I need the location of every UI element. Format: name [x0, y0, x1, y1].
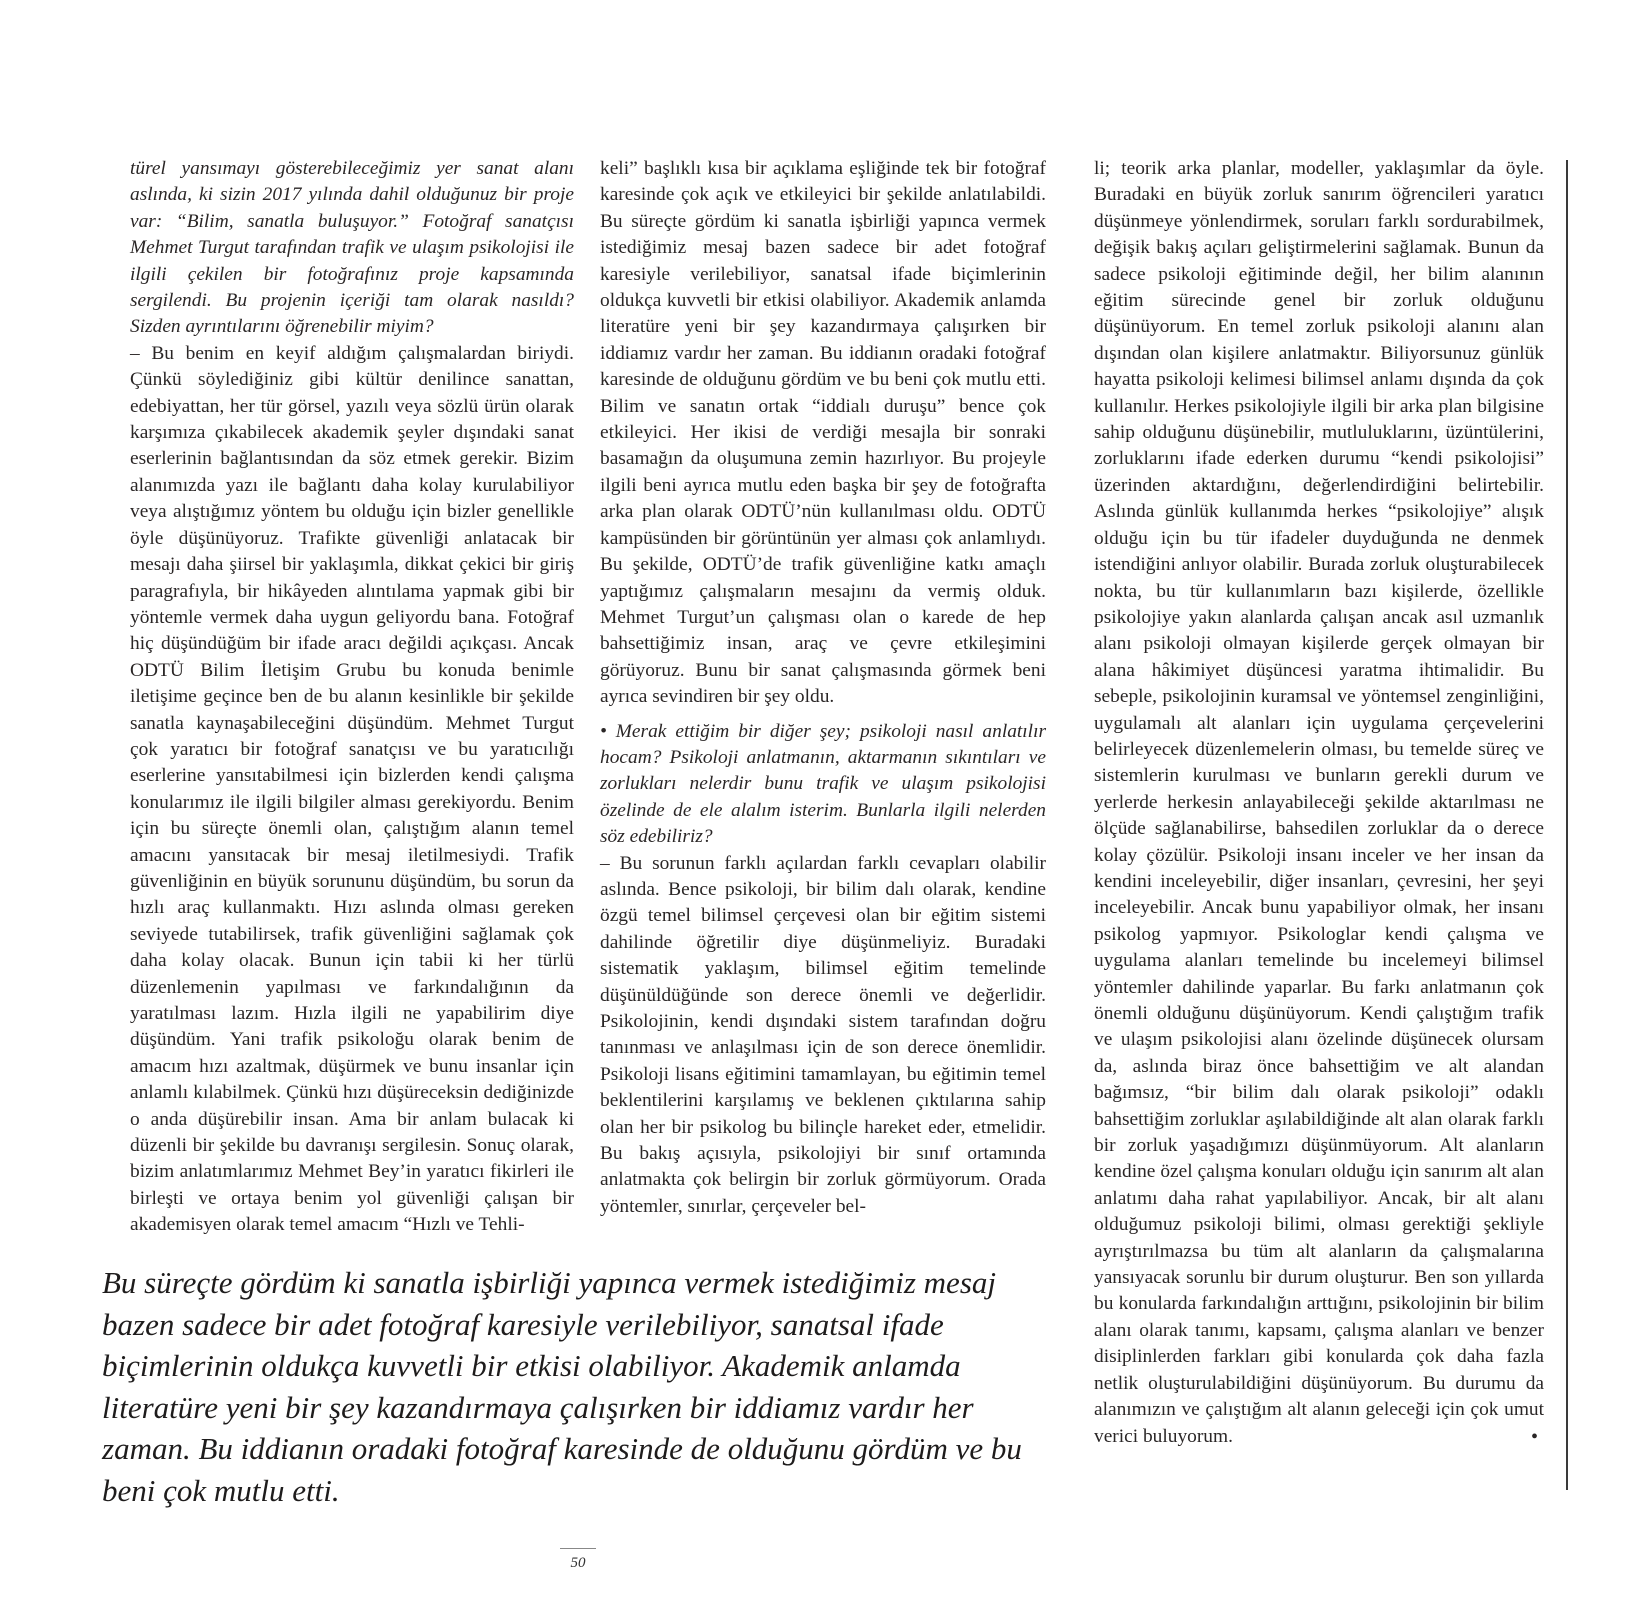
- interview-question: • Merak ettiğim bir diğer şey; psikoloji nasıl anlatılır hocam? Psikoloji anlatmanın, aktarmanın sıkıntıları ve zorlukları nelerdir bunu trafik ve ulaşım psikolojisi özelinde de ele alalım isterim. Bunlarla ilgili nelerden söz edebiliriz?: [600, 720, 1046, 848]
- answer-continuation: keli” başlıklı kısa bir açıklama eşliğinde tek bir fotoğraf karesinde çok açık ve etkileyici bir şekilde anlatılabildi. Bu süreçte gördüm ki sanatla işbirliği yapınca vermek istediğimiz mesaj bazen sadece bir adet fotoğraf karesiyle verilebiliyor, sanatsal ifade biçimlerinin oldukça kuvvetli bir etkisi olabiliyor. Akademik anlamda literatüre yeni bir şey kazandırmaya çalışırken bir iddiamız vardır her zaman. Bu iddianın oradaki fotoğraf karesinde de olduğunu gördüm ve bu beni çok mutlu etti. Bilim ve sanatın ortak “iddialı duruşu” bence çok etkileyici. Her ikisi de verdiği mesajla bir sonraki basamağın da oluşumuna zemin hazırlıyor. Bu projeyle ilgili beni ayrıca mutlu eden başka bir şey de fotoğrafta arka plan olarak ODTÜ’nün kullanılması oldu. ODTÜ kampüsünden bir görüntünün yer alması çok anlamlıydı. Bu şekilde, ODTÜ’de trafik güvenliğine katkı amaçlı yaptığımız çalışmaların mesajını da vermiş olduk. Mehmet Turgut’un çalışması olan o karede de hep bahsettiğimiz insan, araç ve çevre etkileşimini görüyoruz. Bunu bir sanat çalışmasında görmek beni ayrıca sevindiren bir şey oldu.: [600, 158, 1046, 708]
- column-rule: [1566, 160, 1568, 1490]
- page-number-rule: [560, 1548, 596, 1549]
- interview-question: türel yansımayı gösterebileceğimiz yer sanat alanı aslında, ki sizin 2017 yılında dahil olduğunuz bir proje var: “Bilim, sanatla buluşuyor.” Fotoğraf sanatçısı Mehmet Turgut tarafından trafik ve ulaşım psikolojisi ile ilgili çekilen bir fotoğrafınız proje kapsamında sergilendi. Bu projenin içeriği tam olarak nasıldı? Sizden ayrıntılarını öğrenebilir miyim?: [130, 158, 574, 338]
- text-column-1: [130, 156, 574, 1239]
- answer-continuation: [1094, 156, 1544, 1450]
- end-mark: •: [1530, 1425, 1538, 1448]
- text-column-2: [600, 156, 1046, 1220]
- text-column-3: [1094, 156, 1544, 1450]
- pull-quote-text: Bu süreçte gördüm ki sanatla işbirliği yapınca vermek istediğimiz mesaj bazen sadece bir adet fotoğraf karesiyle verilebiliyor, sanatsal ifade biçimlerinin oldukça kuvvetli bir etkisi olabiliyor. Akademik anlamda literatüre yeni bir şey kazandırmaya çalışırken bir iddiamız vardır her zaman. Bu iddianın oradaki fotoğraf karesinde de olduğunu gördüm ve bu beni çok mutlu etti.: [102, 1265, 1022, 1508]
- interview-answer: – Bu benim en keyif aldığım çalışmalardan biriydi. Çünkü söylediğiniz gibi kültür denilince sanattan, edebiyattan, her tür görsel, yazılı veya sözlü ürün olarak karşımıza çıkabilecek akademik şeyler dışındaki sanat eserlerinin bağlantısından da söz etmek gerekir. Bizim alanımızda yazı ile bağlantı daha kolay kurulabiliyor veya alıştığımız yöntem bu olduğu için bizler genellikle öyle düşünüyoruz. Trafikte güvenliği anlatacak bir mesajı daha şiirsel bir yaklaşımla, dikkat çekici bir giriş paragrafıyla, bir hikâyeden alıntılama yapmak gibi bir yöntemle vermek daha uygun geliyordu bana. Fotoğraf hiç düşündüğüm bir ifade aracı değildi açıkçası. Ancak ODTÜ Bilim İletişim Grubu bu konuda benimle iletişime geçince ben de bu alanın kesinlikle bir şekilde sanatla kaynaşabileceğini düşündüm. Mehmet Turgut çok yaratıcı bir fotoğraf sanatçısı ve bu yaratıcılığı eserlerine yansıtabilmesi için bizlerden kendi çalışma konularımız ile ilgili bilgiler alması gerekiyordu. Benim için bu süreçte önemli olan, çalıştığım alanın temel amacını yansıtacak bir mesaj iletilmesiydi. Trafik güvenliğinin en büyük sorununu düşündüm, bu sorun da hızlı araç kullanmaktı. Hızı aslında olması gereken seviyede tutabilirsek, trafik güvenliğini sağlamak çok daha kolay olacak. Bunun için tabii ki her türlü düzenlemenin yapılması ve farkındalığının da yaratılması lazım. Hızla ilgili ne yapabilirim diye düşündüm. Yani trafik psikoloğu olarak benim de amacım hızı azaltmak, düşürmek ve bunu insanlar için anlamlı kılabilmek. Çünkü hızı düşüreceksin dediğinizde o anda düşürebilir insan. Ama bir anlam bulacak ki düzenli bir şekilde bu davranışı sergilesin. Sonuç olarak, bizim anlatımlarımız Mehmet Bey’in yaratıcı fikirleri ile birleşti ve ortaya benim yol güvenliği çalışan bir akademisyen olarak temel amacım “Hızlı ve Tehli-: [130, 342, 574, 1236]
- answer-text: li; teorik arka planlar, modeller, yaklaşımlar da öyle. Buradaki en büyük zorluk sanırım öğrencileri yaratıcı düşünmeye yönlendirmek, soruları farklı sordurabilmek, değişik bakış açıları geliştirmelerini sağlamak. Bunun da sadece psikoloji eğitiminde değil, her bilim alanının eğitim sürecinde genel bir zorluk olduğunu düşünüyorum. En temel zorluk psikoloji alanını alan dışından olan kişilere anlatmaktır. Biliyorsunuz günlük hayatta psikoloji kelimesi bilimsel anlamı dışında da çok kullanılır. Herkes psikolojiyle ilgili bir arka plan bilgisine sahip olduğunu düşünebilir, mutluluklarını, üzüntülerini, zorluklarını ifade ederken durumu “kendi psikolojisi” üzerinden aktardığını, değerlendirdiğini belirtebilir. Aslında günlük kullanımda herkes “psikolojiye” alışık olduğu için bu tür ifadeler duyduğunda ne denmek istendiğini anlıyor olabilir. Burada zorluk oluşturabilecek nokta, bu tür kullanımların bazı kişilerde, özellikle psikolojiye yakın alanlarda çalışan ancak asıl uzmanlık alanı psikoloji olmayan kişilerde gerçek olmayan bir alana hâkimiyet düşüncesi yaratma ihtimalidir. Bu sebeple, psikolojinin kuramsal ve yöntemsel zenginliğini, uygulamalı alt alanları için uygulama çerçevelerini belirleyecek düzenlemelerin olması, bu temelde süreç ve sistemlerin kurulması ve bunların gerekli durum ve yerlerde herkesin anlayabileceği şekilde aktarılması ne ölçüde sağlanabilirse, bahsedilen zorluklar da o derece kolay çözülür. Psikoloji insanı inceler ve her insan da kendini inceleyebilir, diğer insanları, çevresini, her şeyi inceleyebilir. Ancak bunu yapabiliyor olmak, her insanı psikolog yapmıyor. Psikologlar kendi çalışma ve uygulama alanları temelinde bu incelemeyi bilimsel yöntemler dahilinde yaparlar. Bu farkı anlatmanın çok önemli olduğunu düşünüyorum. Kendi çalıştığım trafik ve ulaşım psikolojisi alanı özelinde düşünecek olursam da, aslında biraz önce bahsettiğim ve alt alandan bağımsız, “bir bilim dalı olarak psikoloji” odaklı bahsettiğim zorluklar aşılabildiğinde alt alan olarak farklı bir zorluk yaşadığımızı düşünmüyorum. Alt alanların kendine özel çalışma konuları olduğu için sanırım alt alan anlatımı daha rahat yapılabiliyor. Ancak, bir alt alanı olduğumuz psikoloji bilimi, olması gerektiği şekliyle ayrıştırılmazsa bu tüm alt alanların da çalışmalarına yansıyacak sorunlu bir durum oluşturur. Ben son yıllarda bu konularda farkındalığın arttığını, psikolojinin bir bilim alanı olarak tanımı, kapsamı, çalışma alanları ve benzer disiplinlerden farkları gibi konularda çok daha fazla netlik oluşturulabildiğini düşünüyorum. Bu durumu da alanımızın ve çalıştığım alt alanın geleceği için çok umut verici buluyorum.: [1094, 158, 1544, 1447]
- pull-quote: [102, 1262, 1042, 1511]
- page-number: 50: [570, 1555, 586, 1571]
- interview-answer: – Bu sorunun farklı açılardan farklı cevapları olabilir aslında. Bence psikoloji, bir bilim dalı olarak, kendine özgü temel bilimsel çerçevesi olan bir eğitim sistemi dahilinde öğretilir diye düşünmeliyiz. Buradaki sistematik yaklaşım, bilimsel eğitim temelinde düşünüldüğünde son derece önemli ve değerlidir. Psikolojinin, kendi dışındaki sistem tarafından doğru tanınması ve anlaşılması için de son derece önemlidir. Psikoloji lisans eğitimini tamamlayan, bu eğitimin temel beklentilerini karşılamış ve beklenen çıktılarına sahip olan her bir psikolog bu bilinçle hareket eder, etmelidir. Bu bakış açısıyla, psikolojiyi bir sınıf ortamında anlatmakta çok belirgin bir zorluk görmüyorum. Orada yöntemler, sınırlar, çerçeveler bel-: [600, 852, 1046, 1217]
